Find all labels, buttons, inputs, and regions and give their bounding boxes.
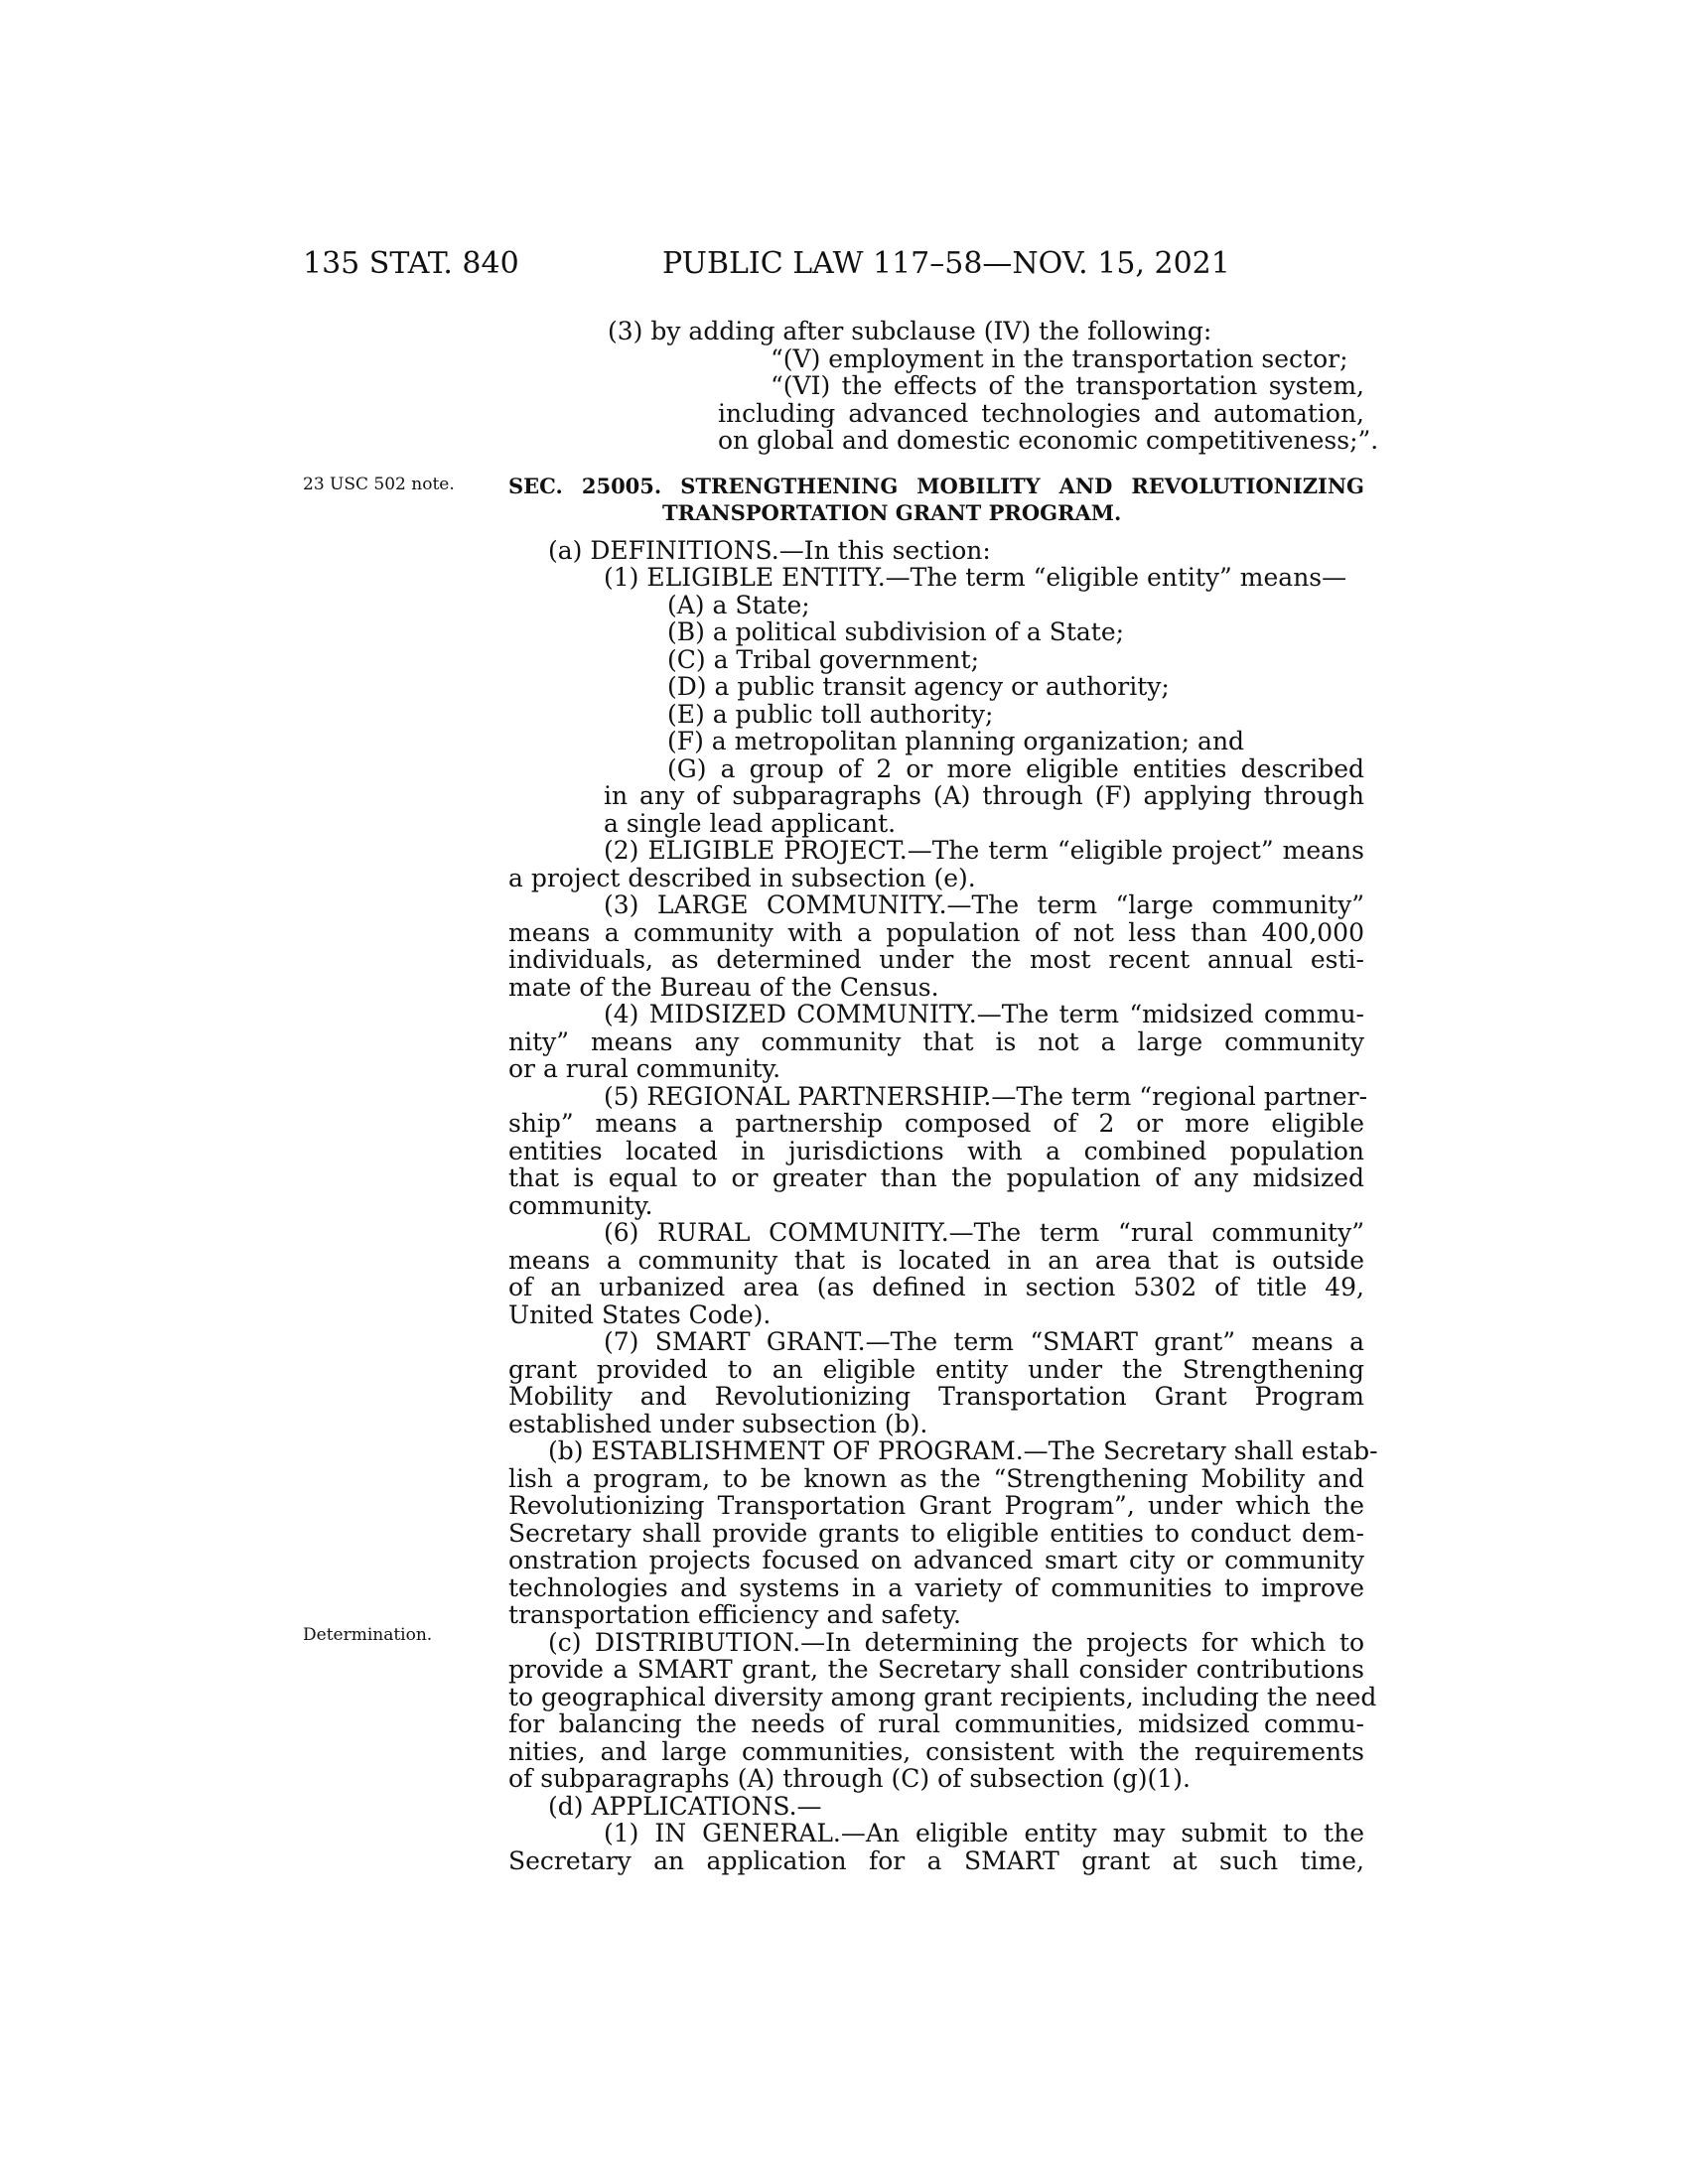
text-line: Mobility and Revolutionizing Transportation Grant Program — [508, 1382, 1364, 1411]
text-line: (1) ELIGIBLE ENTITY.—The term “eligible entity” means— — [604, 563, 1347, 592]
text-line: ship” means a partnership composed of 2 or more eligible — [508, 1109, 1364, 1138]
text-line: (2) ELIGIBLE PROJECT.—The term “eligible project” means — [604, 836, 1364, 865]
text-line: onstration projects focused on advanced smart city or community — [508, 1546, 1364, 1574]
text-line: (c) DISTRIBUTION.—In determining the projects for which to — [548, 1627, 1364, 1657]
text-line: provide a SMART grant, the Secretary shall consider contributions — [508, 1655, 1364, 1684]
text-line: “(VI) the effects of the transportation system, — [771, 371, 1364, 400]
text-line: lish a program, to be known as the “Strengthening Mobility and — [508, 1463, 1364, 1493]
text-line: (5) REGIONAL PARTNERSHIP.—The term “regional partner- — [604, 1081, 1368, 1111]
text-line: grant provided to an eligible entity under the Strengthening — [508, 1354, 1364, 1384]
text-line: community. — [508, 1190, 653, 1220]
text-line: (d) APPLICATIONS.— — [548, 1791, 822, 1821]
text-line: (4) MIDSIZED COMMUNITY.—The term “midsized commu- — [604, 1000, 1364, 1028]
text-line: including advanced technologies and automation, — [718, 398, 1364, 428]
text-line: (G) a group of 2 or more eligible entities described — [667, 753, 1364, 783]
text-line: that is equal to or greater than the population of any midsized — [508, 1163, 1364, 1192]
margin-note-determination: Determination. — [303, 1625, 433, 1645]
section-heading: SEC. 25005. STRENGTHENING MOBILITY AND REVOLUTIONIZING — [508, 473, 1364, 498]
text-line: (7) SMART GRANT.—The term “SMART grant” means a — [604, 1327, 1364, 1356]
margin-note-usc: 23 USC 502 note. — [303, 475, 455, 494]
text-line: Secretary an application for a SMART grant at such time, — [508, 1845, 1364, 1875]
text-line: (6) RURAL COMMUNITY.—The term “rural community” — [604, 1218, 1364, 1247]
text-line: established under subsection (b). — [508, 1409, 928, 1438]
text-line: technologies and systems in a variety of communities to improve — [508, 1572, 1364, 1602]
text-line: (B) a political subdivision of a State; — [667, 617, 1125, 646]
text-line: on global and domestic economic competitiveness;”. — [718, 426, 1379, 455]
text-line: (D) a public transit agency or authority; — [667, 672, 1170, 701]
text-line: nities, and large communities, consistent with the requirements — [508, 1736, 1364, 1766]
text-line: entities located in jurisdictions with a combined population — [508, 1136, 1364, 1165]
text-line: nity” means any community that is not a large community — [508, 1026, 1364, 1056]
text-line: (b) ESTABLISHMENT OF PROGRAM.—The Secretary shall estab- — [548, 1436, 1378, 1465]
text-line: to geographical diversity among grant recipients, including the need — [508, 1682, 1377, 1711]
text-line: (E) a public toll authority; — [667, 699, 994, 729]
law-title: PUBLIC LAW 117–58—NOV. 15, 2021 — [662, 246, 1230, 281]
text-line: a single lead applicant. — [604, 808, 897, 838]
text-line: means a community with a population of not less than 400,000 — [508, 917, 1364, 947]
text-line: (A) a State; — [667, 590, 810, 619]
document-body — [508, 317, 1379, 1875]
text-line: of subparagraphs (A) through (C) of subsection (g)(1). — [508, 1764, 1191, 1793]
text-line: (3) by adding after subclause (IV) the following: — [608, 317, 1212, 345]
text-line: or a rural community. — [508, 1054, 781, 1083]
text-line: Secretary shall provide grants to eligible entities to conduct dem- — [508, 1518, 1364, 1548]
text-line: (1) IN GENERAL.—An eligible entity may submit to the — [604, 1819, 1364, 1847]
text-line: for balancing the needs of rural communities, midsized commu- — [508, 1709, 1364, 1738]
text-line: (a) DEFINITIONS.—In this section: — [548, 535, 991, 565]
text-line: “(V) employment in the transportation sector; — [771, 343, 1348, 373]
text-line: (F) a metropolitan planning organization; and — [667, 727, 1245, 755]
text-line: (3) LARGE COMMUNITY.—The term “large community” — [604, 890, 1364, 919]
text-line: mate of the Bureau of the Census. — [508, 972, 939, 1002]
section-heading-cont: TRANSPORTATION GRANT PROGRAM. — [662, 500, 1122, 525]
text-line: transportation efficiency and safety. — [508, 1600, 961, 1629]
text-line: individuals, as determined under the most recent annual esti- — [508, 945, 1364, 974]
text-line: in any of subparagraphs (A) through (F) applying through — [604, 781, 1364, 810]
text-line: means a community that is located in an area that is outside — [508, 1245, 1364, 1275]
stat-citation: 135 STAT. 840 — [303, 246, 519, 281]
text-line: (C) a Tribal government; — [667, 644, 980, 674]
text-line: of an urbanized area (as defined in section 5302 of title 49, — [508, 1273, 1364, 1301]
text-line: United States Code). — [508, 1299, 772, 1329]
text-line: Revolutionizing Transportation Grant Program”, under which the — [508, 1491, 1364, 1520]
text-line: a project described in subsection (e). — [508, 863, 976, 892]
